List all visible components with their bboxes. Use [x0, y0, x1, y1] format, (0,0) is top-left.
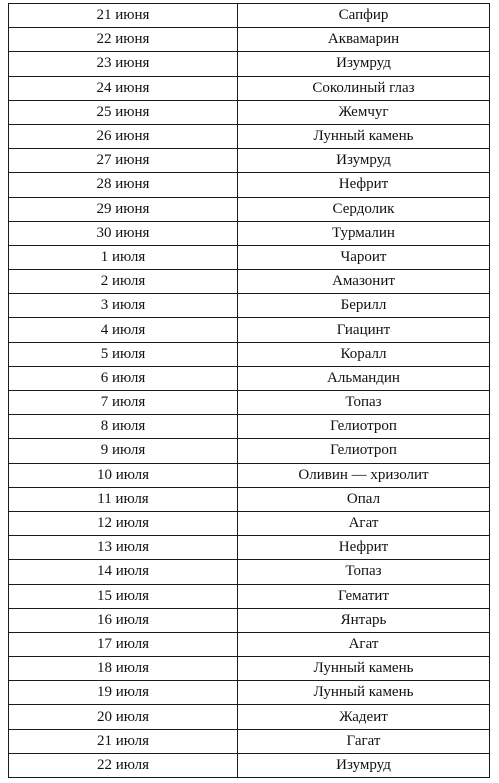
- table-row: [9, 52, 490, 76]
- stone-cell: Амазонит: [238, 270, 490, 294]
- stone-cell: Чароит: [238, 245, 490, 269]
- table-row: [9, 463, 490, 487]
- date-cell: 22 июня: [9, 28, 238, 52]
- table-row: [9, 28, 490, 52]
- date-cell: 3 июля: [9, 294, 238, 318]
- date-cell: 30 июня: [9, 221, 238, 245]
- table-row: [9, 4, 490, 28]
- table-row: [9, 439, 490, 463]
- table-row: [9, 100, 490, 124]
- table-row: [9, 245, 490, 269]
- stone-cell: Гематит: [238, 584, 490, 608]
- stone-cell: Альмандин: [238, 366, 490, 390]
- stone-cell: Сапфир: [238, 4, 490, 28]
- birthstone-table: [8, 3, 490, 778]
- stone-cell: Аквамарин: [238, 28, 490, 52]
- table-row: [9, 294, 490, 318]
- table-row: [9, 487, 490, 511]
- date-cell: 24 июня: [9, 76, 238, 100]
- table-row: [9, 221, 490, 245]
- date-cell: 5 июля: [9, 342, 238, 366]
- stone-cell: Гелиотроп: [238, 415, 490, 439]
- table-row: [9, 657, 490, 681]
- stone-cell: Оливин — хризолит: [238, 463, 490, 487]
- date-cell: 29 июня: [9, 197, 238, 221]
- table-row: [9, 729, 490, 753]
- stone-cell: Топаз: [238, 391, 490, 415]
- table-row: [9, 342, 490, 366]
- date-cell: 23 июня: [9, 52, 238, 76]
- table-row: [9, 124, 490, 148]
- table-body: [9, 4, 490, 778]
- table-row: [9, 391, 490, 415]
- table-row: [9, 536, 490, 560]
- table-row: [9, 705, 490, 729]
- table-row: [9, 415, 490, 439]
- date-cell: 1 июля: [9, 245, 238, 269]
- stone-cell: Янтарь: [238, 608, 490, 632]
- stone-cell: Изумруд: [238, 52, 490, 76]
- stone-cell: Опал: [238, 487, 490, 511]
- stone-cell: Берилл: [238, 294, 490, 318]
- date-cell: 16 июля: [9, 608, 238, 632]
- date-cell: 21 июля: [9, 729, 238, 753]
- date-cell: 26 июня: [9, 124, 238, 148]
- date-cell: 21 июня: [9, 4, 238, 28]
- date-cell: 20 июля: [9, 705, 238, 729]
- table-row: [9, 149, 490, 173]
- stone-cell: Жадеит: [238, 705, 490, 729]
- table-row: [9, 608, 490, 632]
- date-cell: 7 июля: [9, 391, 238, 415]
- stone-cell: Сердолик: [238, 197, 490, 221]
- stone-cell: Топаз: [238, 560, 490, 584]
- date-cell: 17 июля: [9, 632, 238, 656]
- stone-cell: Гиацинт: [238, 318, 490, 342]
- date-cell: 28 июня: [9, 173, 238, 197]
- table-row: [9, 753, 490, 777]
- date-cell: 6 июля: [9, 366, 238, 390]
- table-row: [9, 681, 490, 705]
- date-cell: 12 июля: [9, 511, 238, 535]
- stone-cell: Нефрит: [238, 173, 490, 197]
- stone-cell: Коралл: [238, 342, 490, 366]
- table-row: [9, 270, 490, 294]
- stone-cell: Гагат: [238, 729, 490, 753]
- date-cell: 15 июля: [9, 584, 238, 608]
- table-row: [9, 318, 490, 342]
- table-row: [9, 173, 490, 197]
- table-row: [9, 511, 490, 535]
- date-cell: 10 июля: [9, 463, 238, 487]
- stone-cell: Соколиный глаз: [238, 76, 490, 100]
- date-cell: 14 июля: [9, 560, 238, 584]
- date-cell: 19 июля: [9, 681, 238, 705]
- stone-cell: Агат: [238, 632, 490, 656]
- date-cell: 2 июля: [9, 270, 238, 294]
- stone-cell: Лунный камень: [238, 124, 490, 148]
- stone-cell: Турмалин: [238, 221, 490, 245]
- stone-cell: Лунный камень: [238, 681, 490, 705]
- stone-cell: Лунный камень: [238, 657, 490, 681]
- stone-cell: Изумруд: [238, 753, 490, 777]
- stone-cell: Агат: [238, 511, 490, 535]
- date-cell: 9 июля: [9, 439, 238, 463]
- date-cell: 25 июня: [9, 100, 238, 124]
- date-cell: 18 июля: [9, 657, 238, 681]
- table-row: [9, 560, 490, 584]
- stone-cell: Нефрит: [238, 536, 490, 560]
- table-row: [9, 366, 490, 390]
- table-row: [9, 197, 490, 221]
- table-row: [9, 632, 490, 656]
- table-row: [9, 584, 490, 608]
- date-cell: 4 июля: [9, 318, 238, 342]
- table-row: [9, 76, 490, 100]
- stone-cell: Гелиотроп: [238, 439, 490, 463]
- date-cell: 11 июля: [9, 487, 238, 511]
- date-cell: 8 июля: [9, 415, 238, 439]
- stone-cell: Изумруд: [238, 149, 490, 173]
- stone-cell: Жемчуг: [238, 100, 490, 124]
- date-cell: 13 июля: [9, 536, 238, 560]
- date-cell: 27 июня: [9, 149, 238, 173]
- date-cell: 22 июля: [9, 753, 238, 777]
